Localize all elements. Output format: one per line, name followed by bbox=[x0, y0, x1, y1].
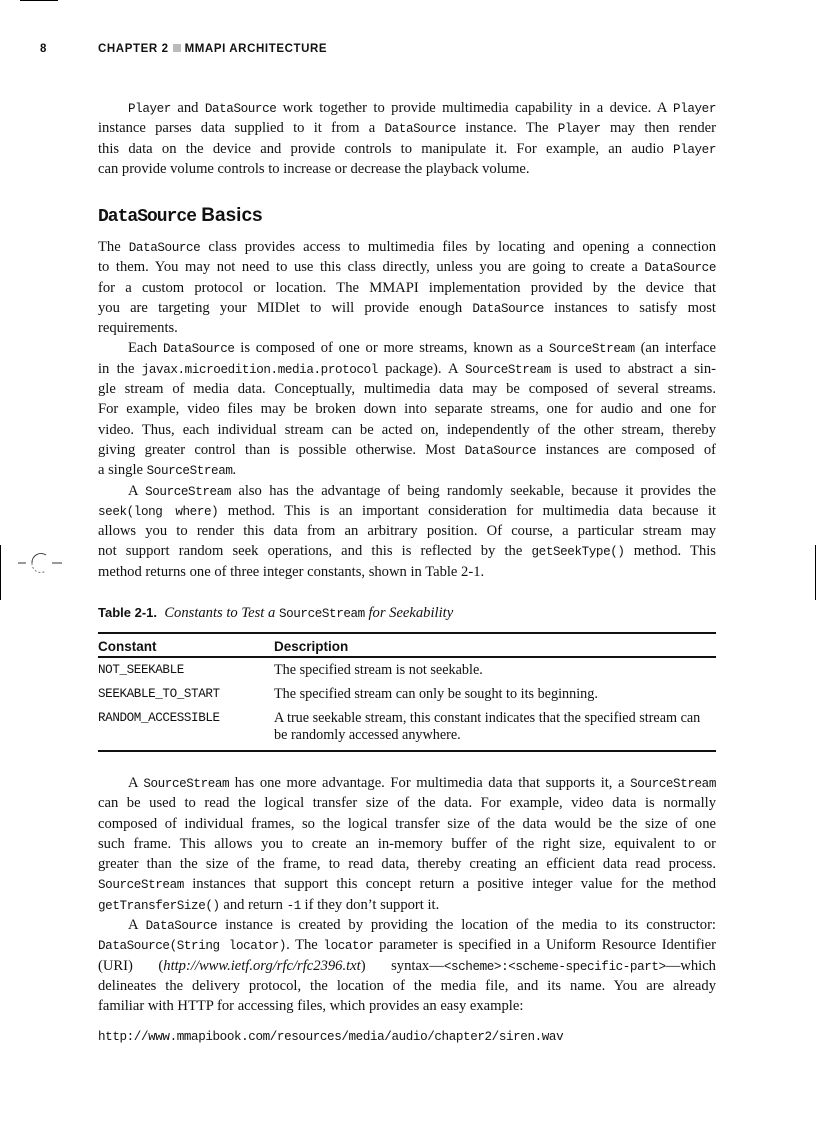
inline-code: getSeekType() bbox=[531, 545, 625, 560]
text-run: (URI) ( bbox=[98, 957, 164, 974]
crop-mark bbox=[0, 545, 1, 600]
text-run: A bbox=[128, 775, 144, 791]
text-run: giving greater control than is possible otherwise. Most bbox=[98, 441, 465, 458]
text-line bbox=[98, 834, 716, 854]
text-line bbox=[98, 139, 716, 159]
text-run: For example, video files may be broken down into separate streams, one for audio and one for bbox=[98, 401, 716, 418]
text-line bbox=[98, 298, 716, 318]
text-run: delineates the delivery protocol, the location of the media file, and its name. You are already bbox=[98, 977, 716, 994]
inline-code: SourceStream bbox=[146, 464, 233, 479]
inline-code: DataSource bbox=[384, 122, 457, 137]
paragraph bbox=[98, 338, 716, 480]
constant-cell: SEEKABLE_TO_START bbox=[98, 687, 220, 701]
text-line bbox=[98, 159, 716, 179]
text-run: class provides access to multimedia files by locating and opening a connection bbox=[200, 239, 716, 255]
text-run: composed of individual frames, so the logical transfer size of the data would be the size of one bbox=[98, 815, 716, 832]
description-cell: The specified stream is not seekable. bbox=[274, 662, 483, 678]
text-run: A bbox=[128, 482, 146, 499]
section-body bbox=[98, 237, 716, 582]
chapter-title: MMAPI ARCHITECTURE bbox=[184, 43, 328, 55]
registration-mark bbox=[18, 551, 62, 575]
text-run: instance is created by providing the location of the media to its constructor: bbox=[217, 917, 716, 934]
paragraph bbox=[98, 481, 716, 582]
inline-code: SourceStream bbox=[143, 777, 230, 791]
inline-code: DataSource bbox=[162, 342, 235, 357]
text-line bbox=[98, 541, 716, 561]
column-header-description: Description bbox=[274, 633, 716, 657]
text-line bbox=[98, 874, 716, 894]
inline-code: DataSource bbox=[204, 102, 277, 116]
table-title: Constants to Test a bbox=[164, 605, 279, 621]
description-cell: The specified stream can only be sought to its beginning. bbox=[274, 686, 598, 702]
inline-code: SourceStream bbox=[464, 362, 551, 377]
text-run: familiar with HTTP for accessing files, which provides an easy example: bbox=[98, 998, 524, 1015]
text-line bbox=[98, 501, 716, 521]
table-caption bbox=[98, 605, 453, 622]
text-run: instances that support this concept return a positive integer value for the method bbox=[183, 876, 716, 893]
text-line bbox=[98, 854, 716, 874]
chapter-number: CHAPTER 2 bbox=[98, 43, 169, 55]
text-line bbox=[98, 521, 716, 541]
heading-code: DataSource bbox=[98, 207, 197, 227]
text-line bbox=[98, 915, 716, 935]
inline-code: Player bbox=[673, 102, 716, 116]
text-line bbox=[98, 338, 716, 358]
inline-code: seek(long where) bbox=[98, 504, 219, 519]
text-run: . The bbox=[286, 937, 324, 954]
text-line bbox=[98, 318, 716, 338]
text-run: method. This is an important consideration for multimedia data because it bbox=[218, 502, 716, 519]
text-run: is used to abstract a sin- bbox=[550, 360, 716, 377]
text-run: a single bbox=[98, 462, 147, 479]
text-run: greater than the size of the frame, to read data, thereby creating an efficient data read process. bbox=[98, 856, 716, 873]
text-run: package). A bbox=[377, 360, 465, 377]
text-run: (an interface bbox=[634, 340, 717, 357]
inline-code: Player bbox=[557, 122, 601, 137]
table-row bbox=[98, 682, 716, 706]
text-run: in the bbox=[98, 360, 142, 377]
text-line bbox=[98, 359, 716, 379]
text-line bbox=[98, 976, 716, 996]
inline-code: <scheme>:<scheme-specific-part> bbox=[443, 959, 666, 974]
inline-code: -1 bbox=[286, 898, 301, 913]
after-table-text bbox=[98, 773, 716, 1017]
text-run: A bbox=[128, 917, 146, 934]
text-line bbox=[98, 562, 716, 582]
text-line bbox=[98, 773, 716, 793]
text-line bbox=[98, 420, 716, 440]
url-reference: http://www.ietf.org/rfc/rfc2396.txt bbox=[163, 957, 361, 974]
text-run: instances are composed of bbox=[536, 441, 716, 458]
text-line bbox=[98, 996, 716, 1016]
inline-code: DataSource bbox=[145, 919, 218, 934]
text-run: to them. You may not need to use this class directly, unless you are going to create a bbox=[98, 259, 645, 276]
crop-mark bbox=[20, 0, 58, 1]
text-run: Each bbox=[128, 340, 163, 357]
inline-code: DataSource bbox=[472, 301, 544, 316]
text-run: instance. The bbox=[456, 120, 558, 137]
inline-code: SourceStream bbox=[630, 777, 716, 791]
text-run: method returns one of three integer constants, shown in Table 2-1. bbox=[98, 563, 485, 580]
text-run: work together to provide multimedia capability in a device. A bbox=[276, 100, 674, 116]
inline-code: javax.microedition.media.protocol bbox=[141, 362, 378, 377]
constants-table bbox=[98, 632, 716, 752]
text-run: may then render bbox=[600, 120, 716, 137]
text-run: . bbox=[232, 462, 237, 479]
inline-code: locator bbox=[323, 939, 374, 954]
text-line bbox=[98, 460, 716, 480]
text-run: not support random seek operations, and this is reflected by the bbox=[98, 543, 532, 560]
text-line bbox=[98, 440, 716, 460]
text-line bbox=[98, 98, 716, 118]
inline-code: DataSource bbox=[644, 261, 716, 276]
table-label: Table 2-1. bbox=[98, 605, 158, 620]
chapter-label bbox=[98, 43, 327, 55]
inline-code: DataSource bbox=[128, 241, 201, 255]
intro-text bbox=[98, 98, 716, 179]
text-line bbox=[98, 257, 716, 277]
text-run: requirements. bbox=[98, 320, 178, 337]
table-title-end: for Seekability bbox=[364, 605, 454, 621]
description-cell: A true seekable stream, this constant indicates that the specified stream can be randomly accessed anywhere. bbox=[274, 706, 716, 751]
text-line bbox=[98, 118, 716, 138]
text-line bbox=[98, 237, 716, 257]
text-run: ) syntax— bbox=[360, 957, 444, 974]
text-run: you are targeting your MIDlet to will provide enough bbox=[98, 299, 473, 316]
text-run: video. Thus, each individual stream can be acted on, independently of the other stream, thereby bbox=[98, 421, 716, 438]
text-run: gle stream of media data. Conceptually, multimedia data may be composed of several streams. bbox=[98, 381, 716, 398]
text-line bbox=[98, 379, 716, 399]
inline-code: SourceStream bbox=[98, 878, 184, 893]
text-line bbox=[98, 935, 716, 955]
text-run: The bbox=[98, 239, 129, 255]
table-title-code: SourceStream bbox=[278, 607, 365, 621]
constant-cell: NOT_SEEKABLE bbox=[98, 663, 184, 677]
inline-code: SourceStream bbox=[548, 342, 635, 357]
text-run: if they don’t support it. bbox=[300, 896, 440, 913]
table-row bbox=[98, 706, 716, 751]
heading-text: Basics bbox=[196, 205, 263, 226]
column-header-constant: Constant bbox=[98, 633, 274, 657]
constant-cell: RANDOM_ACCESSIBLE bbox=[98, 706, 274, 751]
inline-code: Player bbox=[673, 142, 716, 157]
text-run: for a custom protocol or location. The MMAPI implementation provided by the device that bbox=[98, 279, 716, 296]
section-heading bbox=[98, 205, 263, 227]
text-run: and bbox=[170, 100, 205, 116]
inline-code: getTransferSize() bbox=[98, 898, 220, 913]
paragraph bbox=[98, 237, 716, 338]
page-number: 8 bbox=[40, 43, 47, 55]
square-bullet-icon bbox=[173, 44, 181, 52]
text-line bbox=[98, 481, 716, 501]
text-run: —which bbox=[665, 957, 716, 974]
text-run: instance parses data supplied to it from a bbox=[98, 120, 385, 137]
inline-code: DataSource bbox=[464, 443, 537, 458]
text-line bbox=[98, 956, 716, 976]
table-row bbox=[98, 657, 716, 682]
text-run: such frame. This allows you to create an in-memory buffer of the right size, equivalent to or bbox=[98, 835, 716, 852]
paragraph bbox=[98, 773, 716, 915]
text-run: can be used to read the logical transfer size of the data. For example, video data is normally bbox=[98, 795, 716, 812]
text-line bbox=[98, 399, 716, 419]
text-run: parameter is specified in a Uniform Resource Identifier bbox=[373, 937, 716, 954]
text-run: this data on the device and provide controls to manipulate it. For example, an audio bbox=[98, 140, 674, 157]
inline-code: SourceStream bbox=[145, 484, 231, 499]
text-line bbox=[98, 278, 716, 298]
inline-code: Player bbox=[128, 102, 171, 116]
text-line bbox=[98, 895, 716, 915]
text-run: and return bbox=[219, 896, 287, 913]
text-run: instances to satisfy most bbox=[543, 299, 716, 316]
text-run: is composed of one or more streams, known as a bbox=[234, 340, 549, 357]
text-run: can provide volume controls to increase or decrease the playback volume. bbox=[98, 160, 530, 177]
text-run: also has the advantage of being randomly seekable, because it provides the bbox=[230, 482, 716, 499]
text-run: allows you to render this data from an arbitrary position. Of course, a particular stream may bbox=[98, 523, 716, 540]
paragraph bbox=[98, 915, 716, 1016]
inline-code: DataSource(String locator) bbox=[98, 939, 287, 954]
code-example: http://www.mmapibook.com/resources/media/audio/chapter2/siren.wav bbox=[98, 1030, 564, 1044]
text-line bbox=[98, 793, 716, 813]
text-line bbox=[98, 814, 716, 834]
text-run: method. This bbox=[624, 543, 716, 560]
paragraph bbox=[98, 98, 716, 179]
text-run: has one more advantage. For multimedia data that supports it, a bbox=[229, 775, 631, 791]
